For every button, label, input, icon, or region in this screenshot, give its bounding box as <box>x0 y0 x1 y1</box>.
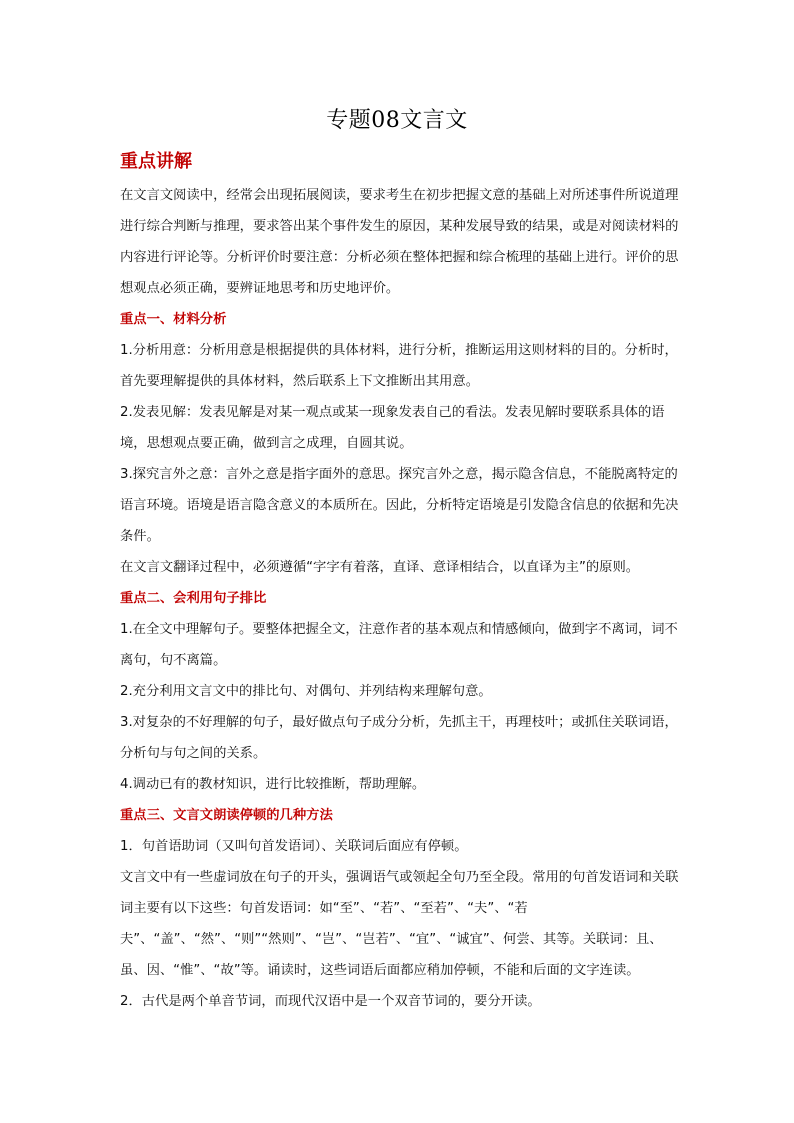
document-title: 专题08文言文 <box>326 108 468 133</box>
point2-item: 2.充分利用文言文中的排比句、对偶句、并列结构来理解句意。 <box>120 684 492 699</box>
point1-item: 在文言文翻译过程中，必须遵循“字字有着落，直译、意译相结合，以直译为主”的原则。 <box>120 560 640 575</box>
point2-item: 3.对复杂的不好理解的句子，最好做点句子成分分析，先抓主干，再理枝叶；或抓住关联词语，分析句与句之间的关系。 <box>120 715 678 761</box>
point2-heading: 重点二、会利用句子排比 <box>120 591 267 606</box>
point3-item: 1．句首语助词（又叫句首发语词）、关联词后面应有停顿。 <box>120 839 468 854</box>
point3-item: 文言文中有一些虚词放在句子的开头，强调语气或领起全句乃至全段。常用的句首发语词和关联词主要有以下这些：句首发语词：如“至”、“若”、“至若”、“夫”、“若夫”、“盖”、“然”、“则”“然则”、“岂”、“岂若”、“宜”、“诚宜”、何尝、其等。关联词：且、虽、因、“惟”、“故”等。诵读时，这些词语后面都应稍加停顿，不能和后面的文字连读。 <box>120 870 679 978</box>
point1-item: 3.探究言外之意：言外之意是指字面外的意思。探究言外之意，揭示隐含信息，不能脱离特定的语言环境。语境是语言隐含意义的本质所在。因此，分析特定语境是引发隐含信息的依据和先决条件。 <box>120 467 679 544</box>
intro-paragraph: 在文言文阅读中，经常会出现拓展阅读，要求考生在初步把握文意的基础上对所述事件所说道理进行综合判断与推理，要求答出某个事件发生的原因，某种发展导致的结果，或是对阅读材料的内容进行评论等。分析评价时要注意：分析必须在整体把握和综合梳理的基础上进行。评价的思想观点必须正确，要辨证地思考和历史地评价。 <box>120 188 679 296</box>
point3-heading: 重点三、文言文朗读停顿的几种方法 <box>120 808 333 823</box>
section-heading: 重点讲解 <box>120 151 192 172</box>
point1-item: 2.发表见解：发表见解是对某一观点或某一现象发表自己的看法。发表见解时要联系具体的语境，思想观点要正确，做到言之成理，自圆其说。 <box>120 405 665 451</box>
point2-item: 4.调动已有的教材知识，进行比较推断，帮助理解。 <box>120 777 426 792</box>
document-body <box>120 180 680 1017</box>
point1-heading: 重点一、材料分析 <box>120 312 227 327</box>
point1-item: 1.分析用意：分析用意是根据提供的具体材料，进行分析，推断运用这则材料的目的。分析时，首先要理解提供的具体材料，然后联系上下文推断出其用意。 <box>120 343 678 389</box>
point3-item: 2．古代是两个单音节词，而现代汉语中是一个双音节词的，要分开读。 <box>120 994 541 1009</box>
point2-item: 1.在全文中理解句子。要整体把握全文，注意作者的基本观点和情感倾向，做到字不离词，词不离句，句不离篇。 <box>120 622 678 668</box>
